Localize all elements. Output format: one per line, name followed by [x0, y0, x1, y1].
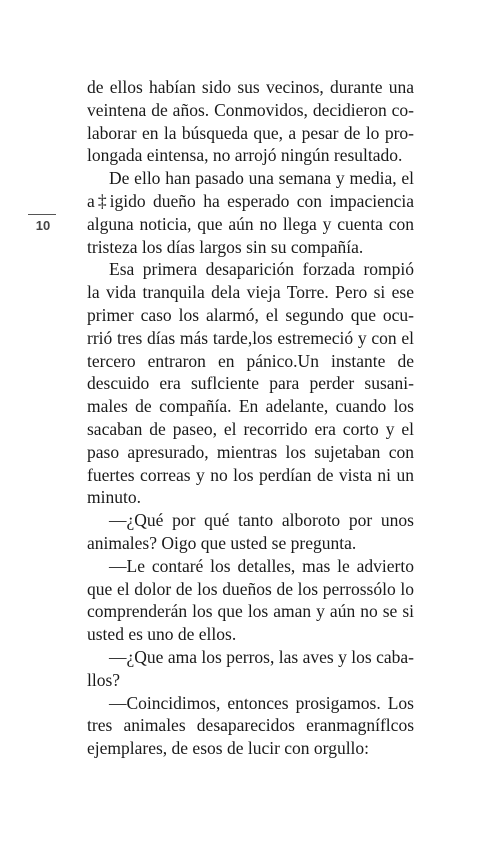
page-number-rule: [28, 214, 56, 215]
paragraph-2: De ello han pasado una semana y media, el a‡igido dueño ha esperado con impaciencia alguna noticia, que aún no llega y cuenta con tristeza los días largos sin su compañía.: [87, 168, 414, 257]
paragraph-3: Esa primera desaparición forzada rompió la vida tranquila dela vieja Torre. Pero si ese primer caso los alarmó, el segundo que ocurrió tres días más tarde,los estremeció y con el tercero entraron en pánico.Un instante de descuido era suflciente para perder susanimales de compañía. En adelante, cuando los sacaban de paseo, el recorrido era corto y el paso apresurado, mientras los sujetaban con fuertes correas y no los perdían de vista ni un minuto.: [87, 259, 414, 508]
paragraph-5: —Le contaré los detalles, mas le advierto que el dolor de los dueños de los perrossólo lo comprenderán los que los aman y aún no se si usted es uno de ellos.: [87, 555, 414, 645]
paragraph-4: —¿Qué por qué tanto alboroto por unos animales? Oigo que usted se pregunta.: [87, 510, 414, 553]
paragraph-7: —Coincidimos, entonces prosigamos. Los tres animales desaparecidos eranmagníflcos ejemplares, de esos de lucir con orgullo:: [87, 692, 414, 759]
paragraph-1: de ellos habían sido sus vecinos, durante una veintena de años. Conmovidos, decidieron colaborar en la búsqueda que, a pesar de lo prolongada eintensa, no arrojó ningún resultado.: [87, 77, 414, 166]
page-number: 10: [35, 218, 51, 233]
paragraph-6: —¿Que ama los perros, las aves y los caballos?: [87, 646, 414, 690]
body-text: [87, 76, 414, 760]
